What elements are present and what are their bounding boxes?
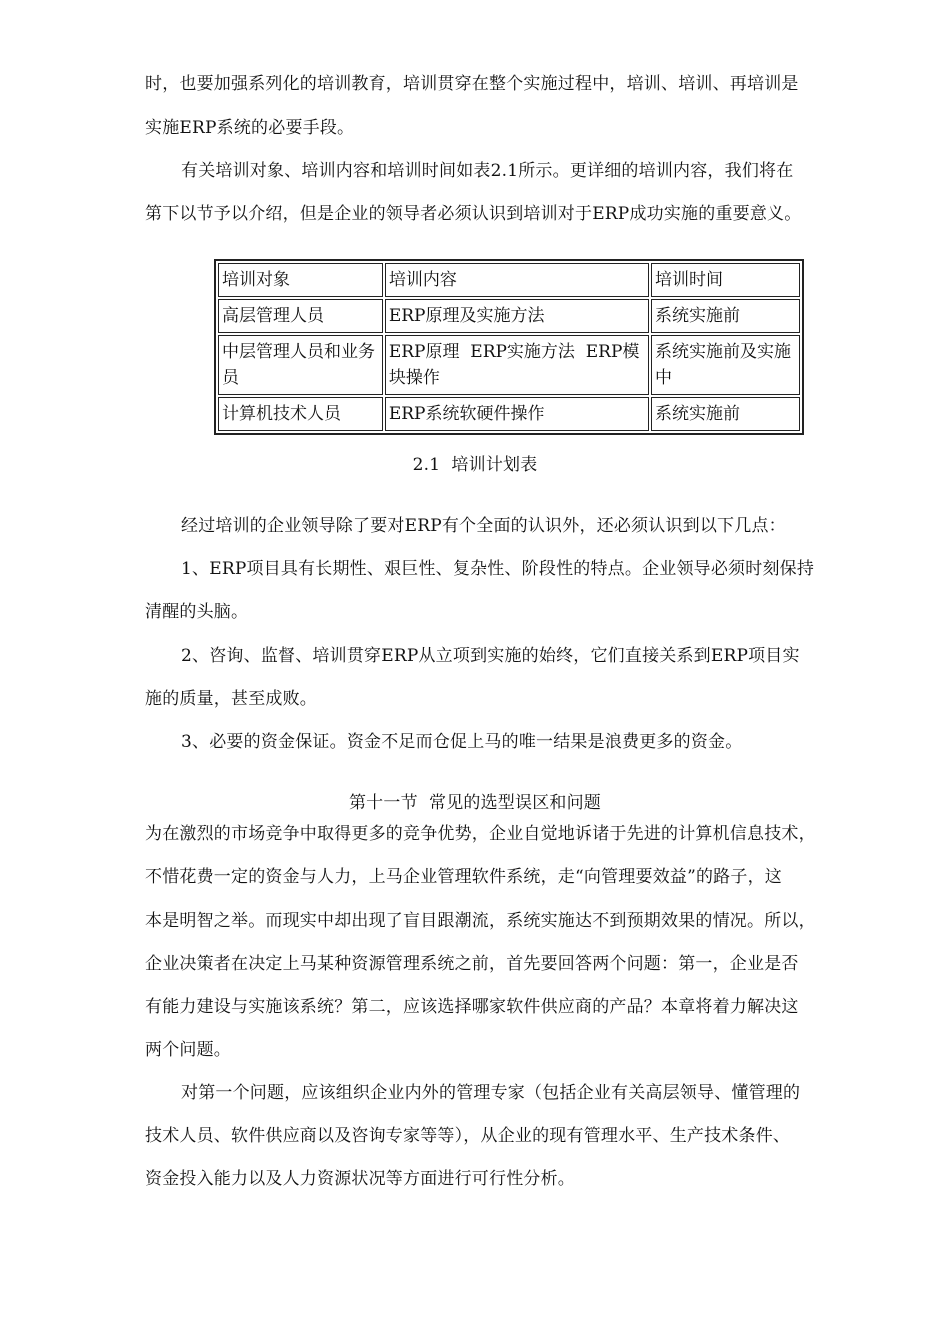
cell-target: 中层管理人员和业务员 xyxy=(218,335,383,395)
cell-content: ERP系统软硬件操作 xyxy=(385,397,649,431)
point1-line1: 1、ERP项目具有长期性、艰巨性、复杂性、阶段性的特点。企业领导必须时刻保持 xyxy=(181,559,815,579)
para1-line1: 时，也要加强系列化的培训教育，培训贯穿在整个实施过程中，培训、培训、再培训是 xyxy=(145,74,799,94)
header-content: 培训内容 xyxy=(385,263,649,297)
table-row xyxy=(218,397,800,431)
header-target: 培训对象 xyxy=(218,263,383,297)
table-row xyxy=(218,335,800,395)
para4-line5: 有能力建设与实施该系统？第二，应该选择哪家软件供应商的产品？本章将着力解决这 xyxy=(145,997,799,1017)
header-time: 培训时间 xyxy=(651,263,800,297)
para5-line2: 技术人员、软件供应商以及咨询专家等等），从企业的现有管理水平、生产技术条件、 xyxy=(145,1126,791,1146)
para4-line2: 不惜花费一定的资金与人力，上马企业管理软件系统，走“向管理要效益”的路子，这 xyxy=(145,867,782,887)
para4-line3: 本是明智之举。而现实中却出现了盲目跟潮流，系统实施达不到预期效果的情况。所以， xyxy=(145,911,816,931)
table-header-row xyxy=(218,263,800,297)
section-heading: 第十一节 常见的选型误区和问题 xyxy=(348,793,601,813)
table-caption: 2.1 培训计划表 xyxy=(412,455,538,475)
para4-line1: 为在激烈的市场竞争中取得更多的竞争优势，企业自觉地诉诸于先进的计算机信息技术， xyxy=(145,824,816,844)
point1-line2: 清醒的头脑。 xyxy=(145,602,249,622)
point2-line2: 施的质量，甚至成败。 xyxy=(145,689,317,709)
para1-line2: 实施ERP系统的必要手段。 xyxy=(145,118,355,138)
para5-line1: 对第一个问题，应该组织企业内外的管理专家（包括企业有关高层领导、懂管理的 xyxy=(181,1083,801,1103)
training-plan-table xyxy=(214,259,804,435)
para3-line1: 经过培训的企业领导除了要对ERP有个全面的认识外，还必须认识到以下几点： xyxy=(181,516,786,536)
cell-target: 计算机技术人员 xyxy=(218,397,383,431)
point3-line1: 3、必要的资金保证。资金不足而仓促上马的唯一结果是浪费更多的资金。 xyxy=(181,732,743,752)
para2-line1: 有关培训对象、培训内容和培训时间如表2.1所示。更详细的培训内容，我们将在 xyxy=(181,161,794,181)
table-row xyxy=(218,299,800,333)
cell-content: ERP原理及实施方法 xyxy=(385,299,649,333)
para4-line6: 两个问题。 xyxy=(145,1040,231,1060)
cell-time: 系统实施前及实施中 xyxy=(651,335,800,395)
cell-time: 系统实施前 xyxy=(651,299,800,333)
cell-content: ERP原理 ERP实施方法 ERP模块操作 xyxy=(385,335,649,395)
para2-line2: 第下以节予以介绍，但是企业的领导者必须认识到培训对于ERP成功实施的重要意义。 xyxy=(145,204,802,224)
point2-line1: 2、咨询、监督、培训贯穿ERP从立项到实施的始终，它们直接关系到ERP项目实 xyxy=(181,646,800,666)
cell-target: 高层管理人员 xyxy=(218,299,383,333)
para4-line4: 企业决策者在决定上马某种资源管理系统之前，首先要回答两个问题：第一，企业是否 xyxy=(145,954,799,974)
para5-line3: 资金投入能力以及人力资源状况等方面进行可行性分析。 xyxy=(145,1169,575,1189)
cell-time: 系统实施前 xyxy=(651,397,800,431)
